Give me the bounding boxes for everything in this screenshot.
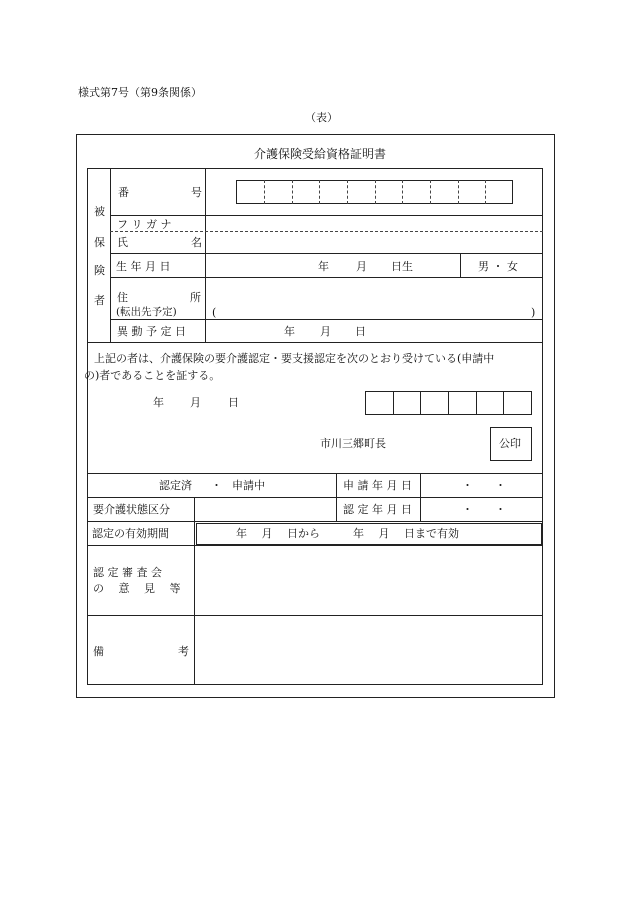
divider bbox=[87, 342, 543, 343]
divider bbox=[460, 253, 461, 277]
form-number: 様式第7号（第9条関係） bbox=[78, 86, 202, 99]
committee-label-2: の 意 見 等 bbox=[93, 582, 181, 595]
issue-year: 年 bbox=[153, 396, 164, 409]
divider bbox=[87, 521, 543, 522]
divider bbox=[110, 277, 543, 278]
remarks-label-right: 考 bbox=[178, 645, 189, 658]
furigana-label: フ リ ガ ナ bbox=[117, 218, 172, 231]
number-box-divider bbox=[402, 180, 403, 204]
divider bbox=[205, 168, 206, 342]
divider bbox=[448, 391, 449, 415]
address-label-right: 所 bbox=[190, 291, 201, 304]
address-label-left: 住 bbox=[117, 291, 128, 304]
side-label: （表） bbox=[305, 111, 338, 124]
number-box-divider bbox=[430, 180, 431, 204]
number-box-divider bbox=[485, 180, 486, 204]
number-box-divider bbox=[264, 180, 265, 204]
address-paren-open: ( bbox=[212, 306, 217, 319]
validity-value[interactable]: 年 月 日から 年 月 日まで有効 bbox=[236, 527, 459, 540]
certification-date-value[interactable]: ・ ・ bbox=[462, 503, 506, 516]
divider bbox=[393, 391, 394, 415]
inner-frame bbox=[87, 168, 543, 685]
insured-char-2: 保 bbox=[94, 236, 105, 249]
address-sublabel: (転出先予定) bbox=[116, 306, 177, 318]
certification-text-2: の)者であることを証する。 bbox=[84, 369, 221, 382]
divider bbox=[110, 319, 543, 320]
care-level-label: 要介護状態区分 bbox=[93, 503, 170, 516]
gender-option[interactable]: 男 ・ 女 bbox=[478, 260, 518, 273]
birth-day: 日生 bbox=[391, 260, 413, 273]
number-box-divider bbox=[292, 180, 293, 204]
name-label-left: 氏 bbox=[117, 236, 128, 249]
issue-month: 月 bbox=[190, 396, 201, 409]
status-certified[interactable]: 認定済 bbox=[159, 479, 192, 492]
furigana-divider bbox=[110, 231, 543, 232]
application-date-label: 申 請 年 月 日 bbox=[343, 479, 412, 492]
divider bbox=[110, 215, 543, 216]
application-date-value[interactable]: ・ ・ bbox=[462, 479, 506, 492]
divider bbox=[87, 615, 543, 616]
number-label-left: 番 bbox=[118, 186, 129, 199]
divider bbox=[87, 545, 543, 546]
divider bbox=[87, 473, 543, 474]
divider bbox=[420, 391, 421, 415]
number-box-divider bbox=[347, 180, 348, 204]
committee-label-1: 認 定 審 査 会 bbox=[93, 566, 162, 579]
validity-label: 認定の有効期間 bbox=[92, 527, 169, 540]
insured-char-4: 者 bbox=[94, 294, 105, 307]
name-label-right: 名 bbox=[191, 236, 202, 249]
status-applying[interactable]: 申請中 bbox=[232, 479, 265, 492]
form-title: 介護保険受給資格証明書 bbox=[254, 147, 387, 161]
certification-date-label: 認 定 年 月 日 bbox=[343, 503, 412, 516]
address-paren-close: ) bbox=[531, 306, 536, 319]
divider bbox=[110, 253, 543, 254]
divider bbox=[476, 391, 477, 415]
divider bbox=[503, 391, 504, 415]
move-day: 日 bbox=[355, 325, 366, 338]
birth-year: 年 bbox=[318, 260, 329, 273]
certification-text-1: 上記の者は、介護保険の要介護認定・要支援認定を次のとおり受けている(申請中 bbox=[94, 352, 495, 365]
remarks-label-left: 備 bbox=[93, 645, 104, 658]
move-month: 月 bbox=[320, 325, 331, 338]
birth-label: 生 年 月 日 bbox=[116, 260, 171, 273]
number-box-divider bbox=[458, 180, 459, 204]
issue-day: 日 bbox=[228, 396, 239, 409]
divider bbox=[110, 168, 111, 342]
number-box-divider bbox=[319, 180, 320, 204]
divider bbox=[87, 497, 543, 498]
insured-char-3: 険 bbox=[94, 264, 105, 277]
move-date-label: 異 動 予 定 日 bbox=[117, 325, 186, 338]
divider bbox=[194, 497, 195, 685]
status-sep: ・ bbox=[211, 479, 222, 492]
issuer: 市川三郷町長 bbox=[320, 437, 386, 450]
birth-month: 月 bbox=[356, 260, 367, 273]
number-label-right: 号 bbox=[191, 186, 202, 199]
insured-char-1: 被 bbox=[94, 205, 105, 218]
number-box-divider bbox=[375, 180, 376, 204]
official-seal: 公印 bbox=[499, 437, 521, 450]
move-year: 年 bbox=[284, 325, 295, 338]
